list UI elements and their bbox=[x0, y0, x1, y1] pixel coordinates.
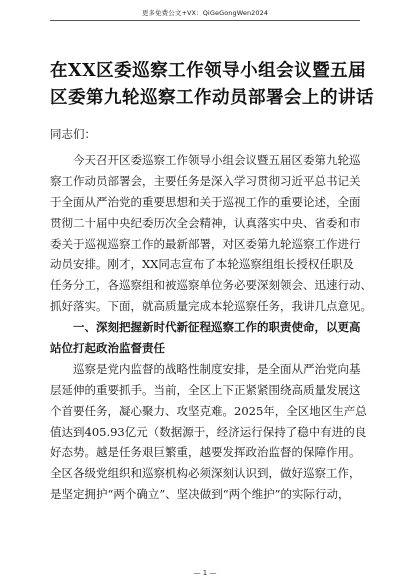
paragraph-line: 察工作动员部署会，主要任务是深入学习贯彻习近平总书记关 bbox=[50, 173, 361, 188]
paragraph-line: 巡察是党内监督的战略性制度安排，是全面从严治党向基 bbox=[50, 361, 361, 376]
paragraph-line: 于全面从严治党的重要思想和关于巡视工作的重要论述，全面 bbox=[50, 194, 361, 209]
header-note: 更多免费公文+VX：QiGeGongWen2024 bbox=[141, 9, 269, 17]
body-text bbox=[50, 150, 372, 505]
title-line: 在XX区委巡察工作领导小组会议暨五届 bbox=[50, 61, 367, 81]
paragraph-line: 贯彻二十届中央纪委历次全会精神，认真落实中央、省委和市 bbox=[50, 215, 361, 230]
paragraph-line: 是坚定拥护“两个确立”、坚决做到“两个维护”的实际行动， bbox=[50, 487, 350, 502]
document-title bbox=[50, 58, 374, 112]
paragraph-line: 值达到405.93亿元（数据源于，经济运行保持了稳中有进的良 bbox=[50, 424, 367, 439]
page-number: — 1 — bbox=[193, 569, 217, 577]
header-divider bbox=[50, 20, 360, 21]
section-heading-line: 站位打起政治监督责任 bbox=[50, 341, 165, 356]
salutation: 同志们： bbox=[50, 127, 96, 141]
paragraph-line: 动员安排。刚才，XX同志宣布了本轮巡察组组长授权任职及 bbox=[50, 257, 354, 272]
paragraph-line: 委关于巡视巡察工作的最新部署，对区委第九轮巡察工作进行 bbox=[50, 236, 361, 251]
paragraph-line: 抓好落实。下面，就高质量完成本轮巡察任务，我讲几点意见。 bbox=[50, 299, 372, 314]
paragraph-line: 好态势。越是任务艰巨繁重，越要发挥政治监督的保障作用。 bbox=[50, 445, 361, 460]
paragraph-line: 层延伸的重要抓手。当前，全区上下正紧紧围绕高质量发展这 bbox=[50, 382, 361, 397]
paragraph-line: 个首要任务，凝心聚力、攻坚克难。2025年，全区地区生产总 bbox=[50, 403, 367, 418]
paragraph-line: 全区各级党组织和巡察机构必须深刻认识到，做好巡察工作， bbox=[50, 466, 361, 481]
title-line: 区委第九轮巡察工作动员部署会上的讲话 bbox=[50, 88, 374, 108]
paragraph-line: 任务分工，各巡察组和被巡察单位务必要深刻领会、迅速行动、 bbox=[50, 278, 372, 293]
paragraph-line: 今天召开区委巡察工作领导小组会议暨五届区委第九轮巡 bbox=[50, 153, 361, 167]
section-heading-line: 一、深刻把握新时代新征程巡察工作的职责使命，以更高 bbox=[50, 320, 361, 335]
